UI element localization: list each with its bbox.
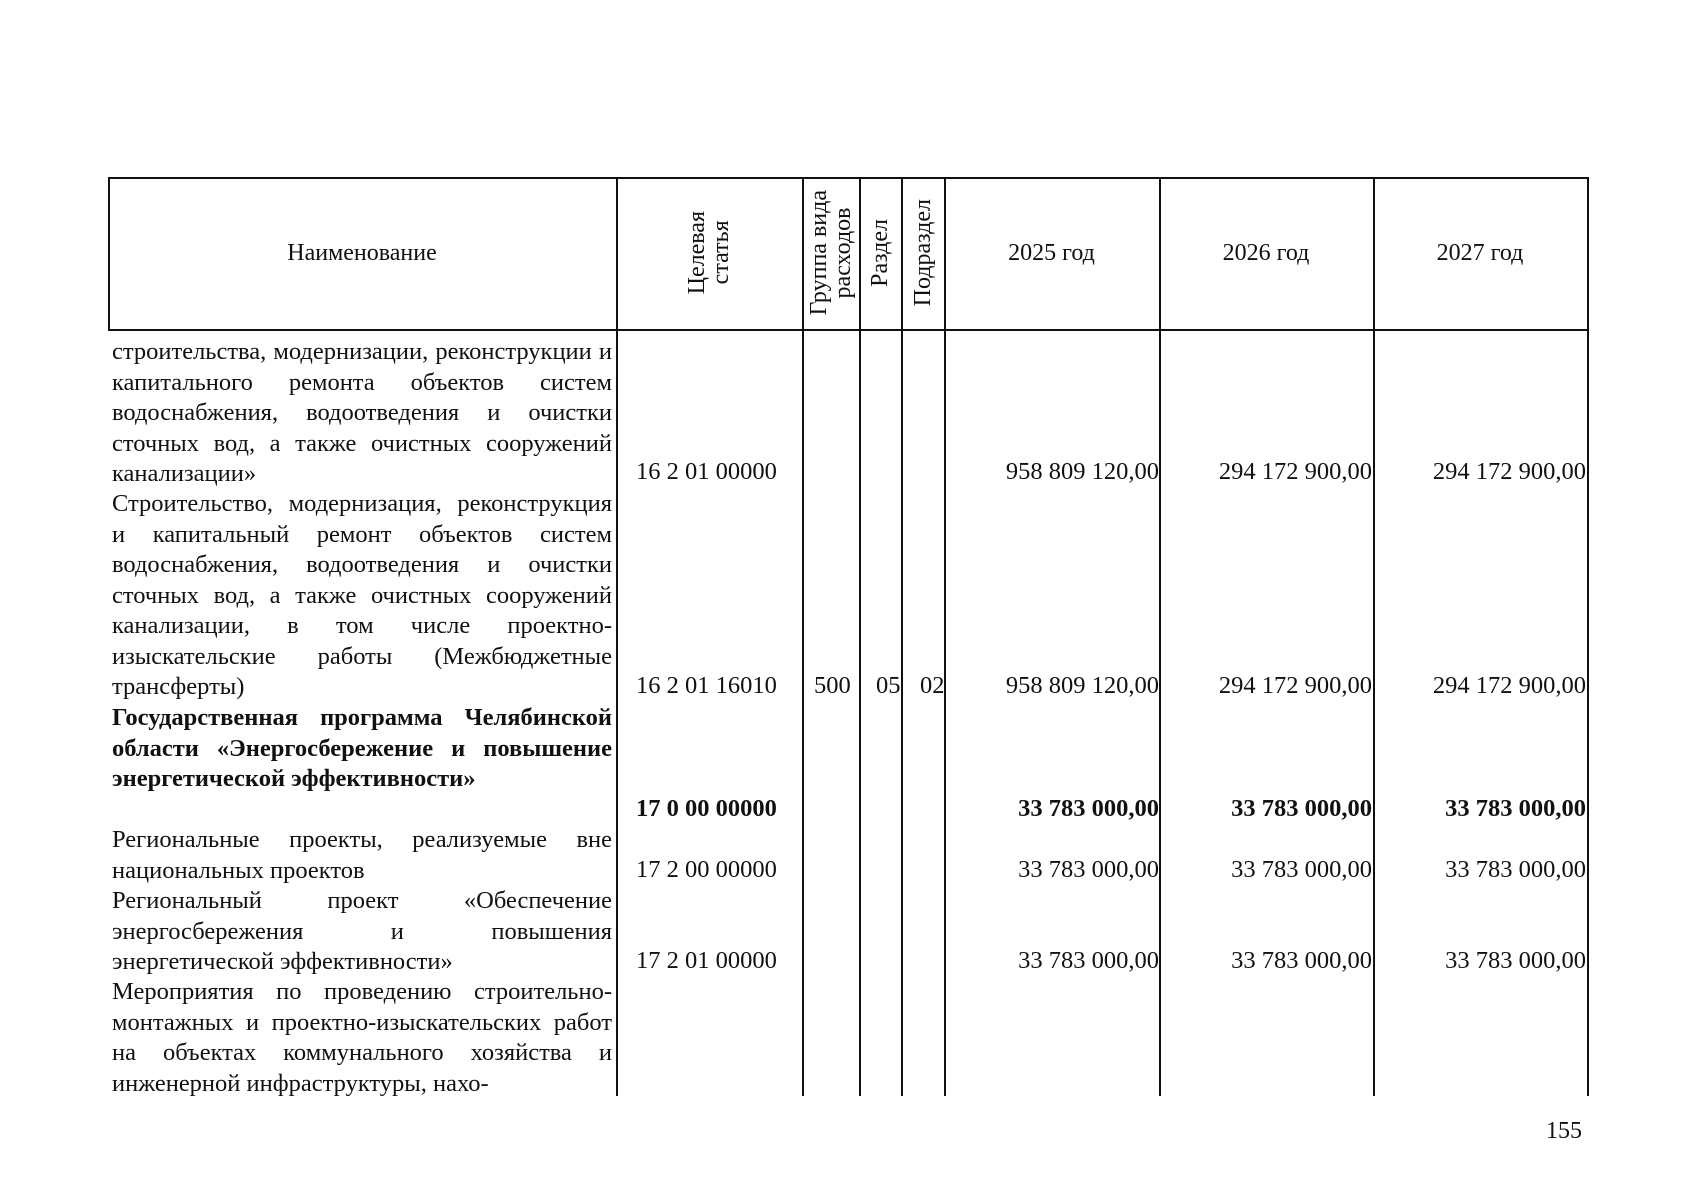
header-subsection — [901, 177, 944, 329]
row-name — [112, 825, 612, 886]
row-name-text: Строительство, модернизация, реконструкция и капитальный ремонт объектов систем водоснабжения, водоотведения и очистки сточных вод, а также очистных сооружений канализации, в том числе проектно-изыскательские работы (Межбюджетные трансферты) — [112, 490, 612, 700]
row-name — [112, 489, 612, 703]
row-amount-2026: 33 783 000,00 — [1231, 947, 1372, 974]
header-name — [108, 177, 616, 329]
row-name-program — [112, 703, 612, 795]
row-name — [112, 886, 612, 978]
row-amount-2026: 33 783 000,00 — [1231, 795, 1372, 822]
row-amount-2025: 958 809 120,00 — [1005, 458, 1159, 485]
header-2026-label: 2026 год — [1222, 239, 1310, 266]
row-subsection: 02 — [920, 672, 945, 699]
row-amount-2027: 33 783 000,00 — [1445, 856, 1586, 883]
row-amount-2026: 294 172 900,00 — [1218, 458, 1372, 485]
row-expense-group: 500 — [814, 672, 851, 699]
row-name-text: Региональный проект «Обеспечение энергосбережения и повышения энергетической эффективности» — [112, 887, 612, 975]
row-target-code: 16 2 01 00000 — [636, 458, 777, 485]
header-2026 — [1159, 177, 1373, 329]
row-amount-2027: 33 783 000,00 — [1445, 795, 1586, 822]
header-subsection-label: Подраздел — [909, 199, 936, 307]
row-amount-2025: 33 783 000,00 — [1018, 856, 1159, 883]
row-target-code: 16 2 01 16010 — [636, 672, 777, 699]
header-target — [616, 177, 802, 329]
row-name-text: Государственная программа Челябинской области «Энергосбережение и повышение энергетической эффективности» — [112, 704, 612, 792]
header-2027-label: 2027 год — [1436, 239, 1524, 266]
header-group-label: Группа вида расходов — [805, 190, 856, 316]
row-name — [112, 337, 612, 490]
row-name-text: строительства, модернизации, реконструкции и капитального ремонта объектов систем водоснабжения, водоотведения и очистки сточных вод, а также очистных сооружений канализации» — [112, 338, 612, 487]
row-target-code: 17 0 00 00000 — [636, 795, 777, 822]
row-amount-2027: 33 783 000,00 — [1445, 947, 1586, 974]
row-name-text: Мероприятия по проведению строительно-монтажных и проектно-изыскательских работ на объектах коммунального хозяйства и инженерной инфраструктуры, нахо- — [112, 978, 612, 1097]
row-amount-2027: 294 172 900,00 — [1432, 672, 1586, 699]
header-section — [859, 177, 901, 329]
header-name-label: Наименование — [287, 239, 437, 266]
row-amount-2026: 33 783 000,00 — [1231, 856, 1372, 883]
header-group — [802, 177, 859, 329]
row-amount-2027: 294 172 900,00 — [1432, 458, 1586, 485]
row-name-text: Региональные проекты, реализуемые вне национальных проектов — [112, 826, 612, 884]
row-target-code: 17 2 00 00000 — [636, 856, 777, 883]
row-amount-2025: 958 809 120,00 — [1005, 672, 1159, 699]
row-amount-2025: 33 783 000,00 — [1018, 947, 1159, 974]
header-target-label: Целевая статья — [684, 211, 734, 295]
col-border-right — [1587, 177, 1589, 1096]
header-2025 — [944, 177, 1159, 329]
page-number: 155 — [1546, 1118, 1582, 1144]
row-section: 05 — [876, 672, 901, 699]
row-name — [112, 977, 612, 1099]
header-bottom-border — [108, 329, 1588, 331]
row-amount-2026: 294 172 900,00 — [1218, 672, 1372, 699]
row-amount-2025: 33 783 000,00 — [1018, 795, 1159, 822]
budget-table — [108, 177, 1588, 1096]
row-target-code: 17 2 01 00000 — [636, 947, 777, 974]
header-2027 — [1373, 177, 1587, 329]
header-2025-label: 2025 год — [1008, 239, 1095, 266]
header-section-label: Раздел — [867, 219, 893, 287]
